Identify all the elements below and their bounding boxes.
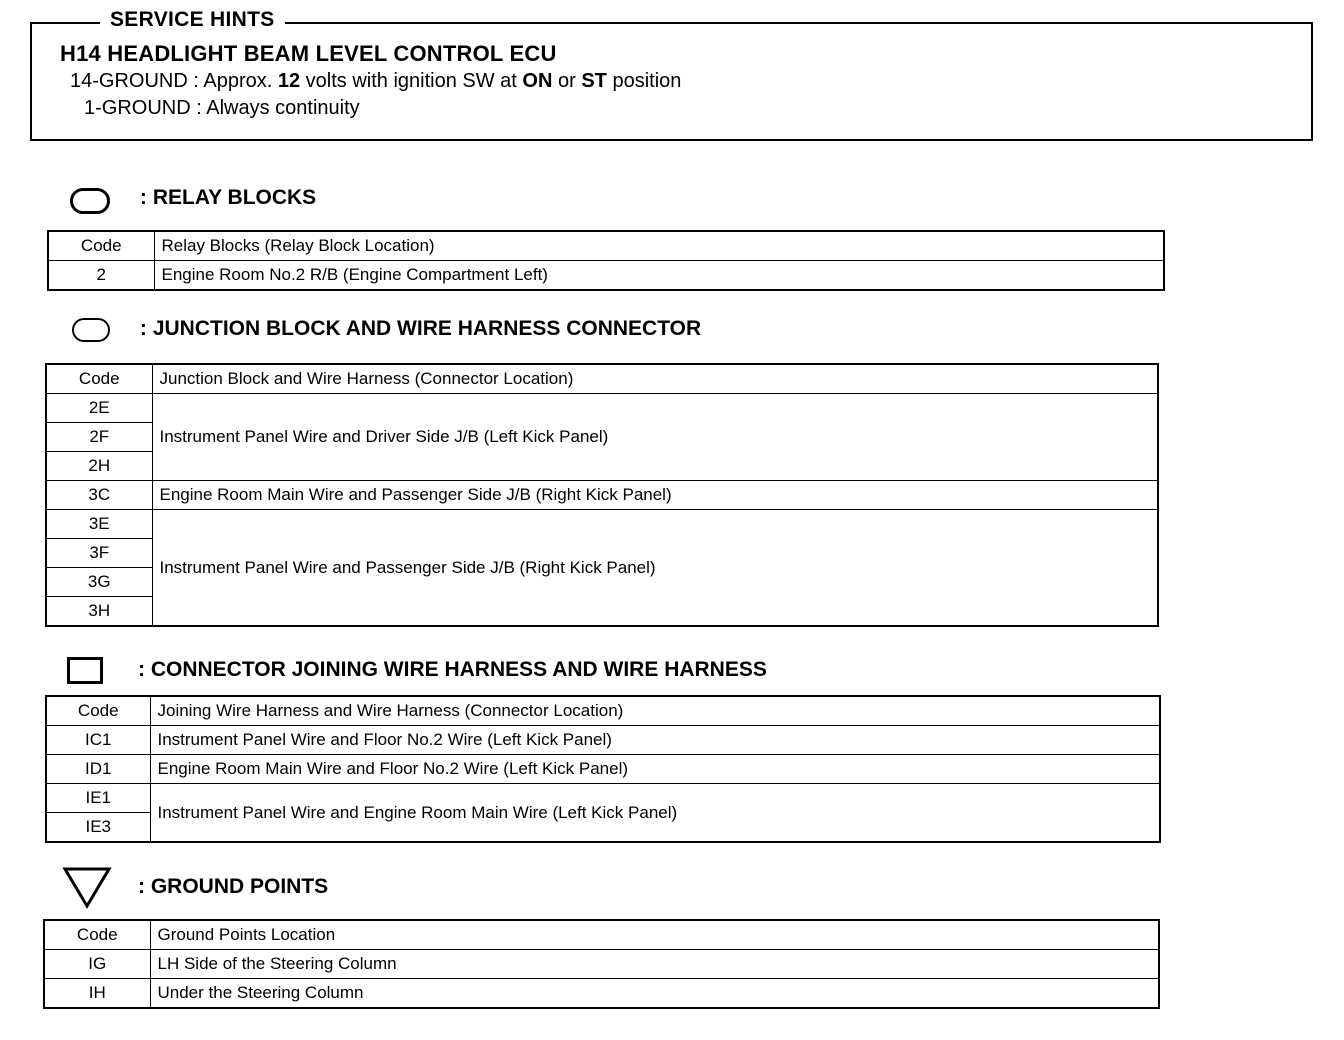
code-cell: 3C <box>46 481 152 510</box>
code-header: Code <box>46 364 152 394</box>
code-cell: 2F <box>46 423 152 452</box>
location-header: Ground Points Location <box>150 920 1159 950</box>
table-header-row <box>46 696 1160 726</box>
table-row <box>46 784 1160 813</box>
square-icon <box>67 657 103 684</box>
relay-blocks-title: : RELAY BLOCKS <box>140 186 317 209</box>
table-row <box>46 755 1160 784</box>
location-cell: Instrument Panel Wire and Driver Side J/B (Left Kick Panel) <box>152 394 1158 481</box>
code-cell: IE3 <box>46 813 150 843</box>
hint-text: Approx. <box>203 70 278 92</box>
location-cell: Engine Room No.2 R/B (Engine Compartment Left) <box>154 261 1164 291</box>
pin-label: 14-GROUND <box>70 70 188 92</box>
table-row <box>46 481 1158 510</box>
code-cell: 2H <box>46 452 152 481</box>
oval-icon <box>72 318 110 342</box>
code-header: Code <box>44 920 150 950</box>
location-cell: Engine Room Main Wire and Floor No.2 Wire (Left Kick Panel) <box>150 755 1160 784</box>
location-header: Joining Wire Harness and Wire Harness (Connector Location) <box>150 696 1160 726</box>
service-hint-line-1 <box>70 70 681 93</box>
pin-label: 1-GROUND <box>84 97 191 119</box>
location-cell: Instrument Panel Wire and Floor No.2 Wire (Left Kick Panel) <box>150 726 1160 755</box>
code-cell: 3F <box>46 539 152 568</box>
hint-text: Always continuity <box>206 97 360 119</box>
code-cell: IH <box>44 979 150 1009</box>
location-cell: Under the Steering Column <box>150 979 1159 1009</box>
code-cell: IG <box>44 950 150 979</box>
code-cell: 2E <box>46 394 152 423</box>
location-cell: Engine Room Main Wire and Passenger Side J/B (Right Kick Panel) <box>152 481 1158 510</box>
service-hints-heading: H14 HEADLIGHT BEAM LEVEL CONTROL ECU <box>60 41 557 66</box>
code-header: Code <box>46 696 150 726</box>
table-row <box>44 950 1159 979</box>
code-cell: 3H <box>46 597 152 627</box>
location-cell: Instrument Panel Wire and Passenger Side J/B (Right Kick Panel) <box>152 510 1158 627</box>
service-hint-line-2 <box>84 97 360 120</box>
table-header-row <box>46 364 1158 394</box>
ground-points-table <box>43 919 1160 1009</box>
code-cell: IC1 <box>46 726 150 755</box>
code-cell: ID1 <box>46 755 150 784</box>
table-row <box>46 394 1158 423</box>
hint-text: or <box>552 70 582 92</box>
table-header-row <box>48 231 1164 261</box>
table-row <box>44 979 1159 1009</box>
location-cell: LH Side of the Steering Column <box>150 950 1159 979</box>
code-cell: 2 <box>48 261 154 291</box>
hint-value: ST <box>581 70 607 92</box>
relay-blocks-table <box>47 230 1165 291</box>
connectors-title: : CONNECTOR JOINING WIRE HARNESS AND WIRE HARNESS <box>138 658 767 681</box>
table-row <box>46 726 1160 755</box>
table-row <box>48 261 1164 291</box>
hint-text: volts with ignition SW at <box>300 70 523 92</box>
hint-value: ON <box>522 70 553 92</box>
table-row <box>46 510 1158 539</box>
code-header: Code <box>48 231 154 261</box>
location-cell: Instrument Panel Wire and Engine Room Main Wire (Left Kick Panel) <box>150 784 1160 843</box>
location-header: Junction Block and Wire Harness (Connector Location) <box>152 364 1158 394</box>
location-header: Relay Blocks (Relay Block Location) <box>154 231 1164 261</box>
code-cell: 3G <box>46 568 152 597</box>
code-cell: IE1 <box>46 784 150 813</box>
triangle-down-icon <box>62 866 112 910</box>
table-header-row <box>44 920 1159 950</box>
connectors-table <box>45 695 1161 843</box>
code-cell: 3E <box>46 510 152 539</box>
hint-value: 12 <box>277 70 301 92</box>
rounded-rectangle-icon <box>70 188 110 214</box>
ground-points-title: : GROUND POINTS <box>138 875 329 898</box>
junction-blocks-table <box>45 363 1159 627</box>
hint-text: position <box>606 70 682 92</box>
junction-blocks-title: : JUNCTION BLOCK AND WIRE HARNESS CONNECTOR <box>140 317 702 340</box>
separator: : <box>190 97 207 119</box>
service-hints-title: SERVICE HINTS <box>100 8 285 32</box>
separator: : <box>187 70 204 92</box>
